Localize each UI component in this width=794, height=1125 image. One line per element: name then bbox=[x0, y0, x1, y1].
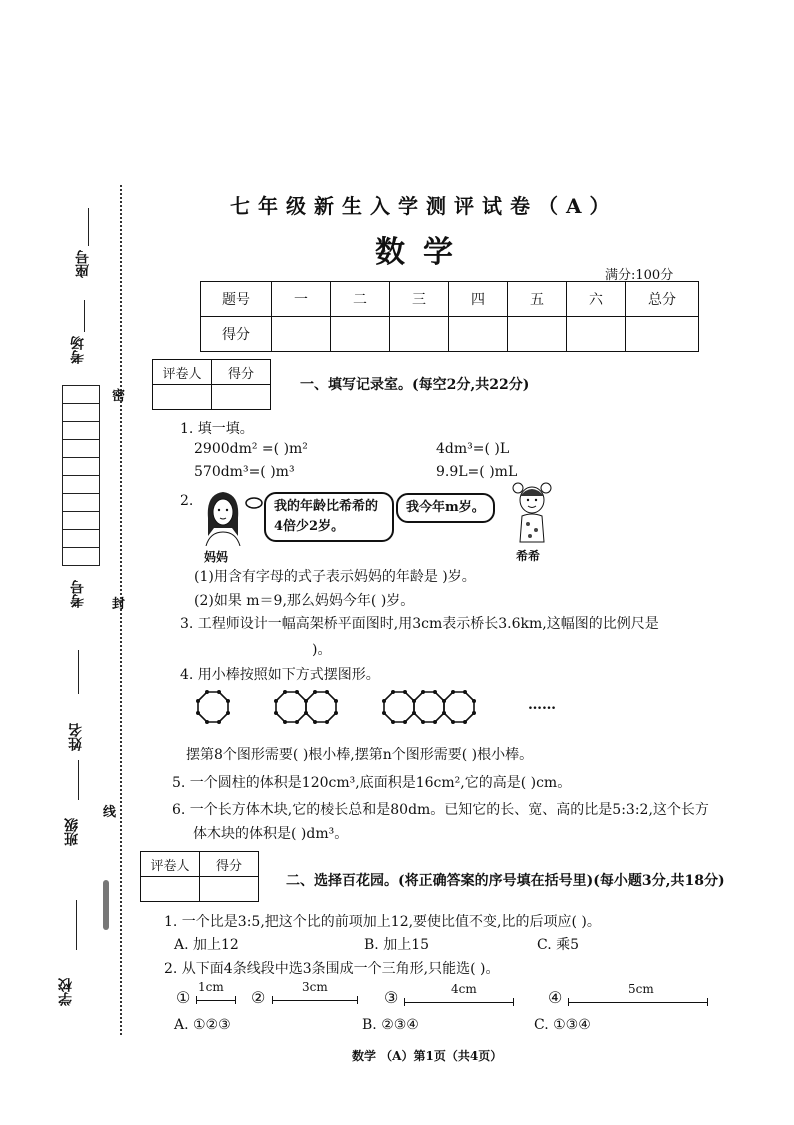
mom-label: 妈妈 bbox=[204, 550, 229, 564]
grader-score-cell[interactable] bbox=[212, 385, 271, 410]
grader-box-1 bbox=[152, 359, 271, 410]
exam-no-label: 考号 bbox=[70, 580, 86, 608]
s2-q1-option-b: B. 加上15 bbox=[364, 937, 430, 953]
name-label: 姓名 bbox=[68, 723, 84, 751]
score-header-cell: 一 bbox=[272, 282, 331, 317]
score-cell[interactable] bbox=[331, 317, 390, 352]
room-line bbox=[84, 300, 85, 332]
q1-b: 4dm³=( )L bbox=[436, 441, 510, 457]
seal-feng: 封 bbox=[112, 597, 126, 612]
s2-q2-option-a: A. ①②③ bbox=[174, 1017, 231, 1033]
q4-ellipsis: …… bbox=[528, 697, 556, 713]
segment-1-length: 1cm bbox=[198, 980, 224, 994]
score-header-cell: 三 bbox=[390, 282, 449, 317]
seat-line bbox=[88, 208, 89, 246]
q4-line2: 摆第8个图形需要( )根小棒,摆第n个图形需要( )根小棒。 bbox=[186, 747, 534, 763]
class-label: 班级 bbox=[64, 818, 80, 846]
q6-line1: 6. 一个长方体木块,它的棱长总和是80dm。已知它的长、宽、高的比是5:3:2,这个长方 bbox=[172, 802, 709, 818]
mom-illustration bbox=[198, 488, 248, 546]
grader-reviewer-label: 评卷人 bbox=[141, 852, 200, 877]
q5: 5. 一个圆柱的体积是120cm³,底面积是16cm²,它的高是( )cm。 bbox=[172, 775, 572, 791]
segment-2-number: ② bbox=[251, 988, 266, 1007]
score-cell[interactable] bbox=[626, 317, 699, 352]
q1-a: 2900dm² =( )m² bbox=[194, 441, 308, 457]
segment-1-number: ① bbox=[176, 988, 191, 1007]
q2-part1: (1)用含有字母的式子表示妈妈的年龄是 )岁。 bbox=[194, 569, 476, 585]
segment-2 bbox=[272, 1000, 358, 1001]
score-header-cell: 五 bbox=[508, 282, 567, 317]
segment-3-length: 4cm bbox=[451, 982, 477, 996]
q2-number: 2. bbox=[180, 493, 194, 509]
grader-reviewer-cell[interactable] bbox=[153, 385, 212, 410]
seal-mi: 密 bbox=[112, 389, 126, 404]
score-cell[interactable] bbox=[390, 317, 449, 352]
seal-xian: 线 bbox=[103, 805, 117, 820]
grader-reviewer-label: 评卷人 bbox=[153, 360, 212, 385]
mom-speech-text: 我的年龄比希希的4倍少2岁。 bbox=[274, 499, 379, 534]
score-table bbox=[200, 281, 699, 352]
q1-label: 1. 填一填。 bbox=[180, 421, 254, 437]
grader-score-label: 得分 bbox=[212, 360, 271, 385]
section2-heading: 二、选择百花园。(将正确答案的序号填在括号里)(每小题3分,共18分) bbox=[286, 873, 725, 889]
section1-heading: 一、填写记录室。(每空2分,共22分) bbox=[300, 377, 530, 393]
q1-d: 9.9L=( )mL bbox=[436, 464, 518, 480]
s2-q1-stem: 1. 一个比是3:5,把这个比的前项加上12,要使比值不变,比的后项应( )。 bbox=[164, 914, 601, 930]
full-score: 满分:100分 bbox=[605, 268, 674, 283]
q3-line2: )。 bbox=[312, 642, 332, 658]
grader-score-label: 得分 bbox=[200, 852, 259, 877]
grader-reviewer-cell[interactable] bbox=[141, 877, 200, 902]
exam-title: 七年级新生入学测评试卷（A） bbox=[230, 194, 618, 218]
exam-number-grid[interactable] bbox=[62, 385, 100, 566]
score-row-label: 得分 bbox=[201, 317, 272, 352]
score-cell[interactable] bbox=[567, 317, 626, 352]
s2-q1-option-a: A. 加上12 bbox=[174, 937, 239, 953]
s2-q2-option-b: B. ②③④ bbox=[362, 1017, 419, 1033]
grader-score-cell[interactable] bbox=[200, 877, 259, 902]
segment-3-number: ③ bbox=[384, 988, 399, 1007]
school-label: 学校 bbox=[58, 978, 74, 1006]
q6-line2: 体木块的体积是( )dm³。 bbox=[193, 826, 349, 842]
score-header-cell: 总分 bbox=[626, 282, 699, 317]
q2-part2: (2)如果 m＝9,那么妈妈今年( )岁。 bbox=[194, 593, 415, 609]
q1-c: 570dm³=( )m³ bbox=[194, 464, 295, 480]
segment-4 bbox=[568, 1002, 708, 1003]
score-header-cell: 四 bbox=[449, 282, 508, 317]
score-header-cell: 题号 bbox=[201, 282, 272, 317]
grader-box-2 bbox=[140, 851, 259, 902]
binding-mark bbox=[103, 880, 109, 930]
segment-3 bbox=[404, 1002, 514, 1003]
segment-1 bbox=[196, 1000, 236, 1001]
segment-4-length: 5cm bbox=[628, 982, 654, 996]
s2-q2-option-c: C. ①③④ bbox=[534, 1017, 591, 1033]
q4-line1: 4. 用小棒按照如下方式摆图形。 bbox=[180, 667, 380, 683]
stick-figures bbox=[188, 680, 548, 738]
score-cell[interactable] bbox=[272, 317, 331, 352]
q3-line1: 3. 工程师设计一幅高架桥平面图时,用3cm表示桥长3.6km,这幅图的比例尺是 bbox=[180, 616, 659, 632]
s2-q2-stem: 2. 从下面4条线段中选3条围成一个三角形,只能选( )。 bbox=[164, 961, 500, 977]
s2-q1-option-c: C. 乘5 bbox=[537, 937, 580, 953]
xi-speech-text: 我今年m岁。 bbox=[406, 500, 485, 515]
score-cell[interactable] bbox=[449, 317, 508, 352]
xi-speech-bubble bbox=[396, 493, 495, 523]
score-cell[interactable] bbox=[508, 317, 567, 352]
segment-4-number: ④ bbox=[548, 988, 563, 1007]
xi-label: 希希 bbox=[516, 549, 541, 563]
page-footer: 数学 （A）第1页（共4页） bbox=[352, 1049, 503, 1063]
school-line bbox=[76, 900, 77, 950]
seat-label: 座号 bbox=[75, 250, 91, 278]
mom-speech-bubble bbox=[264, 492, 394, 542]
room-label: 考场 bbox=[70, 336, 86, 364]
class-line-top bbox=[78, 760, 79, 800]
xixi-illustration bbox=[504, 480, 560, 544]
segment-2-length: 3cm bbox=[302, 980, 328, 994]
score-header-cell: 六 bbox=[567, 282, 626, 317]
subject-title: 数学 bbox=[375, 235, 471, 270]
speech-tail-icon bbox=[244, 496, 264, 510]
name-line bbox=[78, 650, 79, 694]
score-header-cell: 二 bbox=[331, 282, 390, 317]
